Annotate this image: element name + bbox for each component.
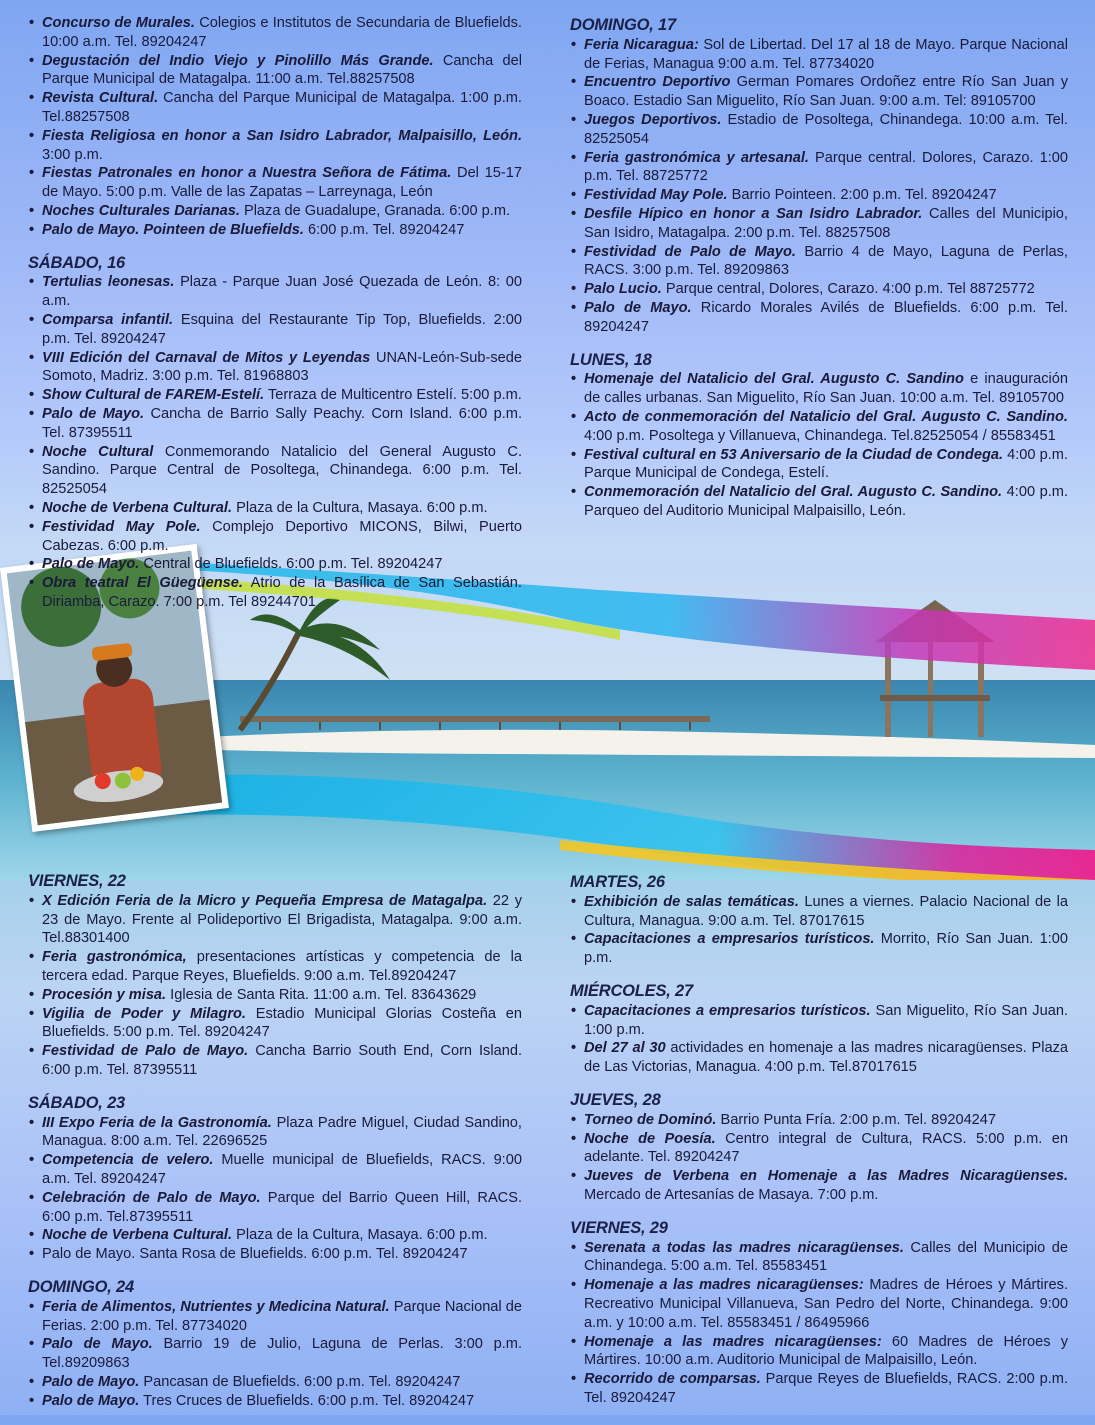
event-details: Pancasan de Bluefields. 6:00 p.m. Tel. 89204247 — [139, 1373, 461, 1390]
event-item — [570, 149, 1068, 187]
event-title: Feria gastronómica y artesanal. — [584, 149, 809, 166]
event-title: VIII Edición del Carnaval de Mitos y Leyendas — [42, 349, 371, 366]
right-top-column — [570, 16, 1068, 535]
event-details: Parque Nacional de Ferias. 2:00 p.m. Tel. 87734020 — [42, 1298, 522, 1334]
event-item — [28, 1298, 522, 1336]
event-title: Homenaje del Natalicio del Gral. Augusto C. Sandino — [584, 371, 964, 388]
event-item — [570, 930, 1068, 968]
event-title: Encuentro Deportivo — [584, 74, 731, 91]
day-heading: MIÉRCOLES, 27 — [570, 981, 694, 1000]
event-title: Festividad May Pole. — [42, 518, 201, 535]
event-title: Palo de Mayo. — [584, 299, 692, 316]
event-item — [28, 405, 522, 443]
event-list — [570, 36, 1068, 337]
event-item — [28, 14, 522, 52]
event-list — [570, 1002, 1068, 1077]
event-details: Lunes a viernes. Palacio Nacional de la Cultura, Managua. 9:00 a.m. Tel. 87017615 — [584, 893, 1069, 929]
event-title: Palo de Mayo. — [42, 1392, 140, 1409]
event-title: Comparsa infantil. — [42, 311, 174, 328]
event-title: Concurso de Murales. — [42, 15, 195, 31]
event-title: Festividad May Pole. — [584, 187, 728, 204]
event-title: Feria de Alimentos, Nutrientes y Medicina Natural. — [42, 1298, 390, 1315]
event-item — [28, 1114, 522, 1152]
event-details: 22 y 23 de Mayo. Frente al Polideportivo El Brigadista, Matagalpa. 9:00 a.m. Tel.88301400 — [42, 892, 522, 947]
event-list — [28, 14, 522, 240]
event-item — [570, 483, 1068, 521]
event-details: Muelle municipal de Bluefields, RACS. 9:00 a.m. Tel. 89204247 — [42, 1152, 522, 1187]
event-title: Festividad de Palo de Mayo. — [584, 243, 796, 260]
day-heading: JUEVES, 28 — [570, 1090, 661, 1109]
event-title: Palo de Mayo. — [42, 556, 140, 573]
event-details: Cancha del Parque Municipal de Matagalpa. 1:00 p.m. Tel.88257508 — [42, 90, 522, 125]
event-title: Acto de conmemoración del Natalicio del Gral. Augusto C. Sandino. — [584, 408, 1068, 425]
event-details: 4:00 p.m. Parqueo del Auditorio Municipal Malpaisillo, León. — [584, 484, 1068, 519]
event-details: Morrito, Río San Juan. 1:00 p.m. — [584, 931, 1069, 967]
event-details: Plaza de la Cultura, Masaya. 6:00 p.m. — [232, 499, 488, 516]
event-title: Obra teatral El Güegüense. — [42, 575, 243, 592]
event-item — [28, 892, 522, 948]
event-details: Parque central, Dolores, Carazo. 4:00 p.m. Tel 88725772 — [661, 281, 1035, 298]
event-item — [28, 127, 522, 165]
event-details: 4:00 p.m. Posoltega y Villanueva, Chinandega. Tel.82525054 / 85583451 — [584, 427, 1056, 444]
event-title: Vigilia de Poder y Milagro. — [42, 1005, 246, 1022]
event-details: Terraza de Multicentro Estelí. 5:00 p.m. — [264, 387, 522, 404]
day-heading: LUNES, 18 — [570, 350, 652, 369]
event-title: Noche de Verbena Cultural. — [42, 499, 233, 516]
event-item — [28, 555, 522, 574]
event-title: Procesión y misa. — [42, 986, 167, 1003]
event-item — [28, 164, 522, 202]
event-title: Fiestas Patronales en honor a Nuestra Señora de Fátima. — [42, 165, 452, 182]
event-details: Barrio Pointeen. 2:00 p.m. Tel. 89204247 — [727, 187, 997, 204]
event-title: Noche de Poesía. — [584, 1130, 716, 1147]
event-title: Show Cultural de FAREM-Estelí. — [42, 387, 265, 404]
event-item — [28, 948, 522, 986]
event-title: Homenaje a las madres nicaragüenses: — [584, 1277, 864, 1294]
event-details: Plaza de la Cultura, Masaya. 6:00 p.m. — [232, 1227, 488, 1244]
event-item — [28, 1189, 522, 1227]
event-details: Esquina del Restaurante Tip Top, Bluefields. 2:00 p.m. Tel. 89204247 — [42, 311, 523, 347]
event-title: Festival cultural en 53 Aniversario de la Ciudad de Condega. — [584, 446, 1004, 463]
event-title: Festividad de Palo de Mayo. — [42, 1043, 249, 1060]
event-item — [28, 1151, 522, 1189]
event-title: Feria Nicaragua: — [584, 36, 699, 53]
event-details: 6:00 p.m. Tel. 89204247 — [303, 221, 465, 238]
event-details: Cancha del Parque Municipal de Matagalpa. 11:00 a.m. Tel.88257508 — [42, 52, 522, 88]
event-title: Conmemoración del Natalicio del Gral. Augusto C. Sandino. — [584, 484, 1003, 501]
event-item — [570, 1111, 1068, 1130]
event-title: Noche de Verbena Cultural. — [42, 1227, 233, 1244]
event-title: Palo de Mayo. — [42, 405, 145, 422]
event-title: Palo de Mayo. — [42, 1373, 140, 1390]
event-item — [570, 446, 1068, 484]
event-details: Centro integral de Cultura, RACS. 5:00 p.m. en adelante. Tel. 89204247 — [584, 1130, 1068, 1166]
event-details: Calles del Municipio de Chinandega. 5:00 a.m. Tel. 85583451 — [584, 1239, 1068, 1275]
event-list — [570, 893, 1068, 968]
event-title: Degustación del Indio Viejo y Pinolillo Más Grande. — [42, 52, 434, 69]
event-list — [570, 1111, 1068, 1205]
event-details: Plaza - Parque Juan José Quezada de León. 8: 00 a.m. — [42, 274, 522, 310]
event-details: Barrio 19 de Julio, Laguna de Perlas. 3:00 p.m. Tel.89209863 — [42, 1336, 522, 1372]
event-title: X Edición Feria de la Micro y Pequeña Empresa de Matagalpa. — [42, 892, 488, 909]
event-item — [28, 1005, 522, 1043]
event-item — [570, 893, 1068, 931]
event-details: Estadio Municipal Glorias Costeña en Bluefields. 5:00 p.m. Tel. 89204247 — [42, 1005, 522, 1041]
event-details: Barrio 4 de Mayo, Laguna de Perlas, RACS. 3:00 p.m. Tel. 89209863 — [584, 243, 1068, 279]
right-bottom-column — [570, 873, 1068, 1422]
event-title: Serenata a todas las madres nicaragüenses. — [584, 1239, 904, 1256]
event-title: Palo de Mayo. — [42, 1336, 153, 1353]
event-item — [570, 280, 1068, 299]
event-title: III Expo Feria de la Gastronomía. — [42, 1114, 272, 1131]
event-list — [28, 892, 522, 1080]
event-title: Revista Cultural. — [42, 90, 159, 107]
event-details: 60 Madres de Héroes y Mártires. 10:00 a.m. Auditorio Municipal de Malpaisillo, León. — [584, 1333, 1069, 1369]
left-top-column — [28, 14, 522, 626]
event-item — [28, 518, 522, 556]
event-title: Homenaje a las madres nicaragüenses: — [584, 1333, 882, 1350]
day-heading: SÁBADO, 16 — [28, 253, 126, 272]
day-heading: MARTES, 26 — [570, 873, 665, 891]
event-item — [28, 349, 522, 387]
event-details: Plaza Padre Miguel, Ciudad Sandino, Managua. 8:00 a.m. Tel. 22696525 — [42, 1114, 522, 1150]
event-item — [570, 186, 1068, 205]
event-title: Exhibición de salas temáticas. — [584, 893, 799, 910]
day-heading: DOMINGO, 17 — [570, 16, 676, 34]
event-item — [28, 52, 522, 90]
event-details: Palo de Mayo. Santa Rosa de Bluefields. 6:00 p.m. Tel. 89204247 — [42, 1246, 468, 1263]
event-item — [570, 1130, 1068, 1168]
event-details: Estadio de Posoltega, Chinandega. 10:00 a.m. Tel. 82525054 — [584, 111, 1068, 147]
event-item — [570, 73, 1068, 111]
event-title: Desfile Hípico en honor a San Isidro Labrador. — [584, 205, 923, 222]
event-item — [570, 299, 1068, 337]
event-item — [28, 574, 522, 612]
day-heading: VIERNES, 29 — [570, 1218, 668, 1237]
event-item — [570, 111, 1068, 149]
event-details: Tres Cruces de Bluefields. 6:00 p.m. Tel. 89204247 — [139, 1392, 475, 1409]
event-item — [570, 1276, 1068, 1332]
event-item — [28, 1335, 522, 1373]
event-details: Barrio Punta Fría. 2:00 p.m. Tel. 89204247 — [716, 1111, 997, 1128]
event-title: Recorrido de comparsas. — [584, 1371, 761, 1388]
event-details: Madres de Héroes y Mártires. Recreativo Municipal Villanueva, San Pedro del Norte, Chinandega. 9:00 a.m. y 10:00 a.m. Tel. 85583451 / 86495966 — [584, 1277, 1068, 1331]
event-title: Tertulias leonesas. — [42, 274, 175, 291]
event-details: Colegios e Institutos de Secundaria de Bluefields. 10:00 a.m. Tel. 89204247 — [42, 15, 522, 50]
event-details: Ricardo Morales Avilés de Bluefields. 6:00 p.m. Tel. 89204247 — [584, 299, 1068, 335]
event-item — [570, 205, 1068, 243]
event-list — [28, 273, 522, 611]
event-title: Jueves de Verbena en Homenaje a las Madres Nicaragüenses. — [584, 1168, 1068, 1185]
event-item — [28, 221, 522, 240]
event-title: Capacitaciones a empresarios turísticos. — [584, 1002, 871, 1019]
event-details: presentaciones artísticas y competencia de la tercera edad. Parque Reyes, Bluefields. 9:00 a.m. Tel.89204247 — [42, 949, 522, 984]
event-details: UNAN-León-Sub-sede Somoto, Madriz. 3:00 p.m. Tel. 81968803 — [42, 349, 522, 385]
event-item — [570, 1239, 1068, 1277]
event-details: Parque Reyes de Bluefields, RACS. 2:00 p.m. Tel. 89204247 — [584, 1371, 1068, 1406]
event-item — [28, 386, 522, 405]
event-details: Cancha Barrio South End, Corn Island. 6:00 p.m. Tel. 87395511 — [42, 1043, 522, 1078]
event-item — [570, 36, 1068, 74]
event-list — [28, 1114, 522, 1264]
event-details: San Miguelito, Río San Juan. 1:00 p.m. — [584, 1002, 1069, 1038]
event-item — [28, 499, 522, 518]
event-details: Calles del Municipio, San Isidro, Matagalpa. 2:00 p.m. Tel. 88257508 — [584, 205, 1068, 241]
event-details: 3:00 p.m. — [42, 146, 103, 163]
event-item — [28, 1245, 522, 1264]
event-item — [28, 273, 522, 311]
day-heading: VIERNES, 22 — [28, 872, 126, 890]
event-item — [570, 408, 1068, 446]
event-title: Juegos Deportivos. — [584, 111, 722, 128]
event-item — [570, 1039, 1068, 1077]
event-details: Sol de Libertad. Del 17 al 18 de Mayo. Parque Nacional de Ferias, Managua 9:00 a.m. Tel. 87734020 — [584, 36, 1068, 72]
event-item — [570, 370, 1068, 408]
event-title: Feria gastronómica, — [42, 949, 187, 966]
event-item — [28, 1392, 522, 1411]
event-item — [28, 443, 522, 499]
day-heading: SÁBADO, 23 — [28, 1093, 126, 1112]
event-details: Mercado de Artesanías de Masaya. 7:00 p.m. — [584, 1186, 879, 1203]
event-details: Parque del Barrio Queen Hill, RACS. 6:00 p.m. Tel.87395511 — [42, 1189, 523, 1225]
event-item — [28, 1042, 522, 1080]
event-item — [28, 89, 522, 127]
event-item — [28, 986, 522, 1005]
left-bottom-column — [28, 872, 522, 1425]
event-title: Competencia de velero. — [42, 1152, 214, 1169]
event-title: Capacitaciones a empresarios turísticos. — [584, 931, 875, 948]
event-title: Palo Lucio. — [584, 281, 662, 298]
event-details: e inauguración de calles urbanas. San Miguelito, Río San Juan. 10:00 a.m. Tel. 89105700 — [584, 371, 1068, 407]
event-item — [28, 202, 522, 221]
event-details: 4:00 p.m. Parque Municipal de Condega, Estelí. — [584, 446, 1068, 482]
event-item — [28, 1226, 522, 1245]
event-title: Fiesta Religiosa en honor a San Isidro Labrador, Malpaisillo, León. — [42, 127, 522, 144]
event-list — [570, 1239, 1068, 1408]
event-title: Del 27 al 30 — [584, 1040, 666, 1057]
event-item — [570, 1333, 1068, 1371]
event-title: Palo de Mayo. Pointeen de Bluefields. — [42, 221, 304, 238]
event-details: Parque central. Dolores, Carazo. 1:00 p.m. Tel. 88725772 — [584, 149, 1068, 185]
event-list — [570, 370, 1068, 520]
event-item — [570, 1167, 1068, 1205]
event-title: Torneo de Dominó. — [584, 1111, 717, 1128]
event-title: Noches Culturales Darianas. — [42, 202, 240, 219]
event-details: Atrio de la Basílica de San Sebastián. Diriamba, Carazo. 7:00 p.m. Tel 89244701 — [42, 575, 522, 610]
event-details: Complejo Deportivo MICONS, Bilwi, Puerto Cabezas. 6:00 p.m. — [42, 518, 522, 554]
event-details: Del 15-17 de Mayo. 5:00 p.m. Valle de las Zapatas – Larreynaga, León — [42, 165, 522, 201]
event-item — [570, 1370, 1068, 1408]
event-title: Noche Cultural — [42, 443, 154, 460]
event-details: German Pomares Ordoñez entre Río San Juan y Boaco. Estadio San Miguelito, Río San Juan. 9:00 a.m. Tel: 89105700 — [584, 74, 1068, 110]
event-item — [28, 311, 522, 349]
event-details: Conmemorando Natalicio del General Augusto C. Sandino. Parque Central de Posoltega, Chinandega. 6:00 p.m. Tel. 82525054 — [42, 443, 522, 498]
day-heading: DOMINGO, 24 — [28, 1277, 134, 1296]
event-details: Cancha de Barrio Sally Peachy. Corn Island. 6:00 p.m. Tel. 87395511 — [42, 405, 522, 441]
event-item — [570, 243, 1068, 281]
event-title: Celebración de Palo de Mayo. — [42, 1189, 261, 1206]
event-details: Iglesia de Santa Rita. 11:00 a.m. Tel. 83643629 — [166, 986, 477, 1003]
event-item — [570, 1002, 1068, 1040]
event-details: actividades en homenaje a las madres nicaragüenses. Plaza de Las Victorias, Managua. 4:00 p.m. Tel.87017615 — [584, 1040, 1068, 1076]
event-details: Plaza de Guadalupe, Granada. 6:00 p.m. — [239, 202, 511, 219]
event-details: Central de Bluefields. 6:00 p.m. Tel. 89204247 — [139, 556, 443, 573]
event-item — [28, 1373, 522, 1392]
event-list — [28, 1298, 522, 1411]
